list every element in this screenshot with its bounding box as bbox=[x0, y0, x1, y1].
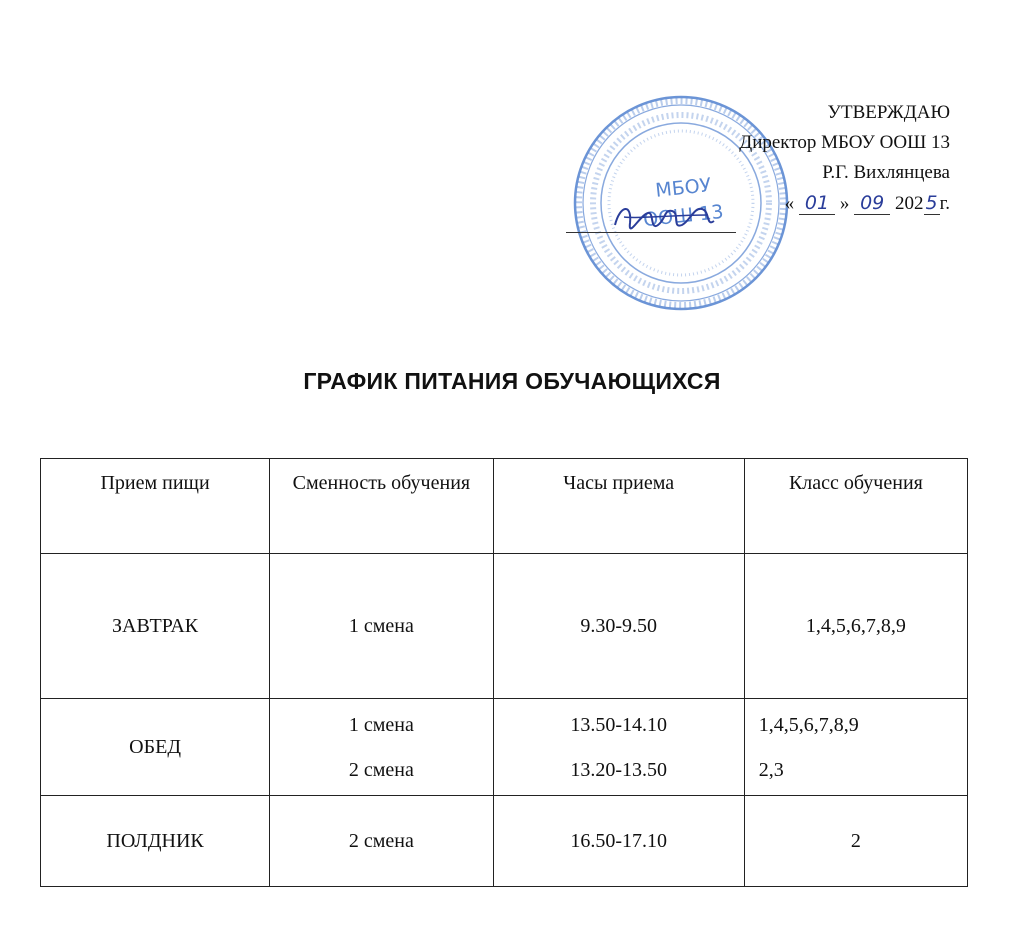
stamp-center-text-1: МБОУ bbox=[654, 174, 713, 202]
cell-classes: 1,4,5,6,7,8,9 bbox=[744, 554, 967, 699]
classes-value: 2,3 bbox=[758, 758, 784, 781]
date-year bbox=[895, 193, 950, 214]
cell-hours: 16.50-17.10 bbox=[493, 796, 744, 887]
cell-meal: ПОЛДНИК bbox=[41, 796, 270, 887]
table-row bbox=[41, 554, 968, 699]
stamp-center-text-2: ООШ 13 bbox=[642, 200, 725, 232]
hours-value: 13.20-13.50 bbox=[570, 758, 668, 781]
hours-value: 13.50-14.10 bbox=[570, 713, 668, 736]
table-row bbox=[41, 796, 968, 887]
header-meal: Прием пищи bbox=[41, 459, 270, 554]
header-classes: Класс обучения bbox=[744, 459, 967, 554]
date-month: 09 bbox=[854, 192, 890, 215]
date-day: 01 bbox=[799, 192, 835, 215]
date-year-prefix: 202 bbox=[895, 193, 924, 214]
cell-meal: ОБЕД bbox=[41, 699, 270, 796]
signature-line bbox=[566, 232, 736, 233]
approval-heading: УТВЕРЖДАЮ bbox=[827, 102, 950, 123]
approval-name: Р.Г. Вихлянцева bbox=[822, 162, 950, 183]
meal-schedule-table bbox=[40, 458, 968, 887]
table-header-row bbox=[41, 459, 968, 554]
classes-value: 1,4,5,6,7,8,9 bbox=[758, 713, 859, 736]
cell-hours: 9.30-9.50 bbox=[493, 554, 744, 699]
approval-position: Директор МБОУ ООШ 13 bbox=[739, 132, 950, 153]
cell-shift: 1 смена bbox=[270, 554, 493, 699]
date-suffix: г. bbox=[939, 193, 950, 214]
cell-classes bbox=[744, 699, 967, 796]
date-open-quote: « bbox=[784, 193, 795, 214]
approval-date bbox=[739, 188, 950, 219]
cell-classes: 2 bbox=[744, 796, 967, 887]
director-signature bbox=[610, 195, 720, 245]
table-row bbox=[41, 699, 968, 796]
header-hours: Часы приема bbox=[493, 459, 744, 554]
document-title: ГРАФИК ПИТАНИЯ ОБУЧАЮЩИХСЯ bbox=[303, 368, 721, 394]
date-close-quote: » bbox=[839, 193, 850, 214]
header-shift: Сменность обучения bbox=[270, 459, 493, 554]
shift-value: 2 смена bbox=[348, 758, 414, 781]
shift-value: 1 смена bbox=[348, 713, 414, 736]
approval-block bbox=[739, 98, 950, 219]
date-year-suffix: 5 bbox=[925, 192, 938, 214]
cell-shift: 2 смена bbox=[270, 796, 493, 887]
cell-shift bbox=[270, 699, 493, 796]
cell-meal: ЗАВТРАК bbox=[41, 554, 270, 699]
cell-hours bbox=[493, 699, 744, 796]
